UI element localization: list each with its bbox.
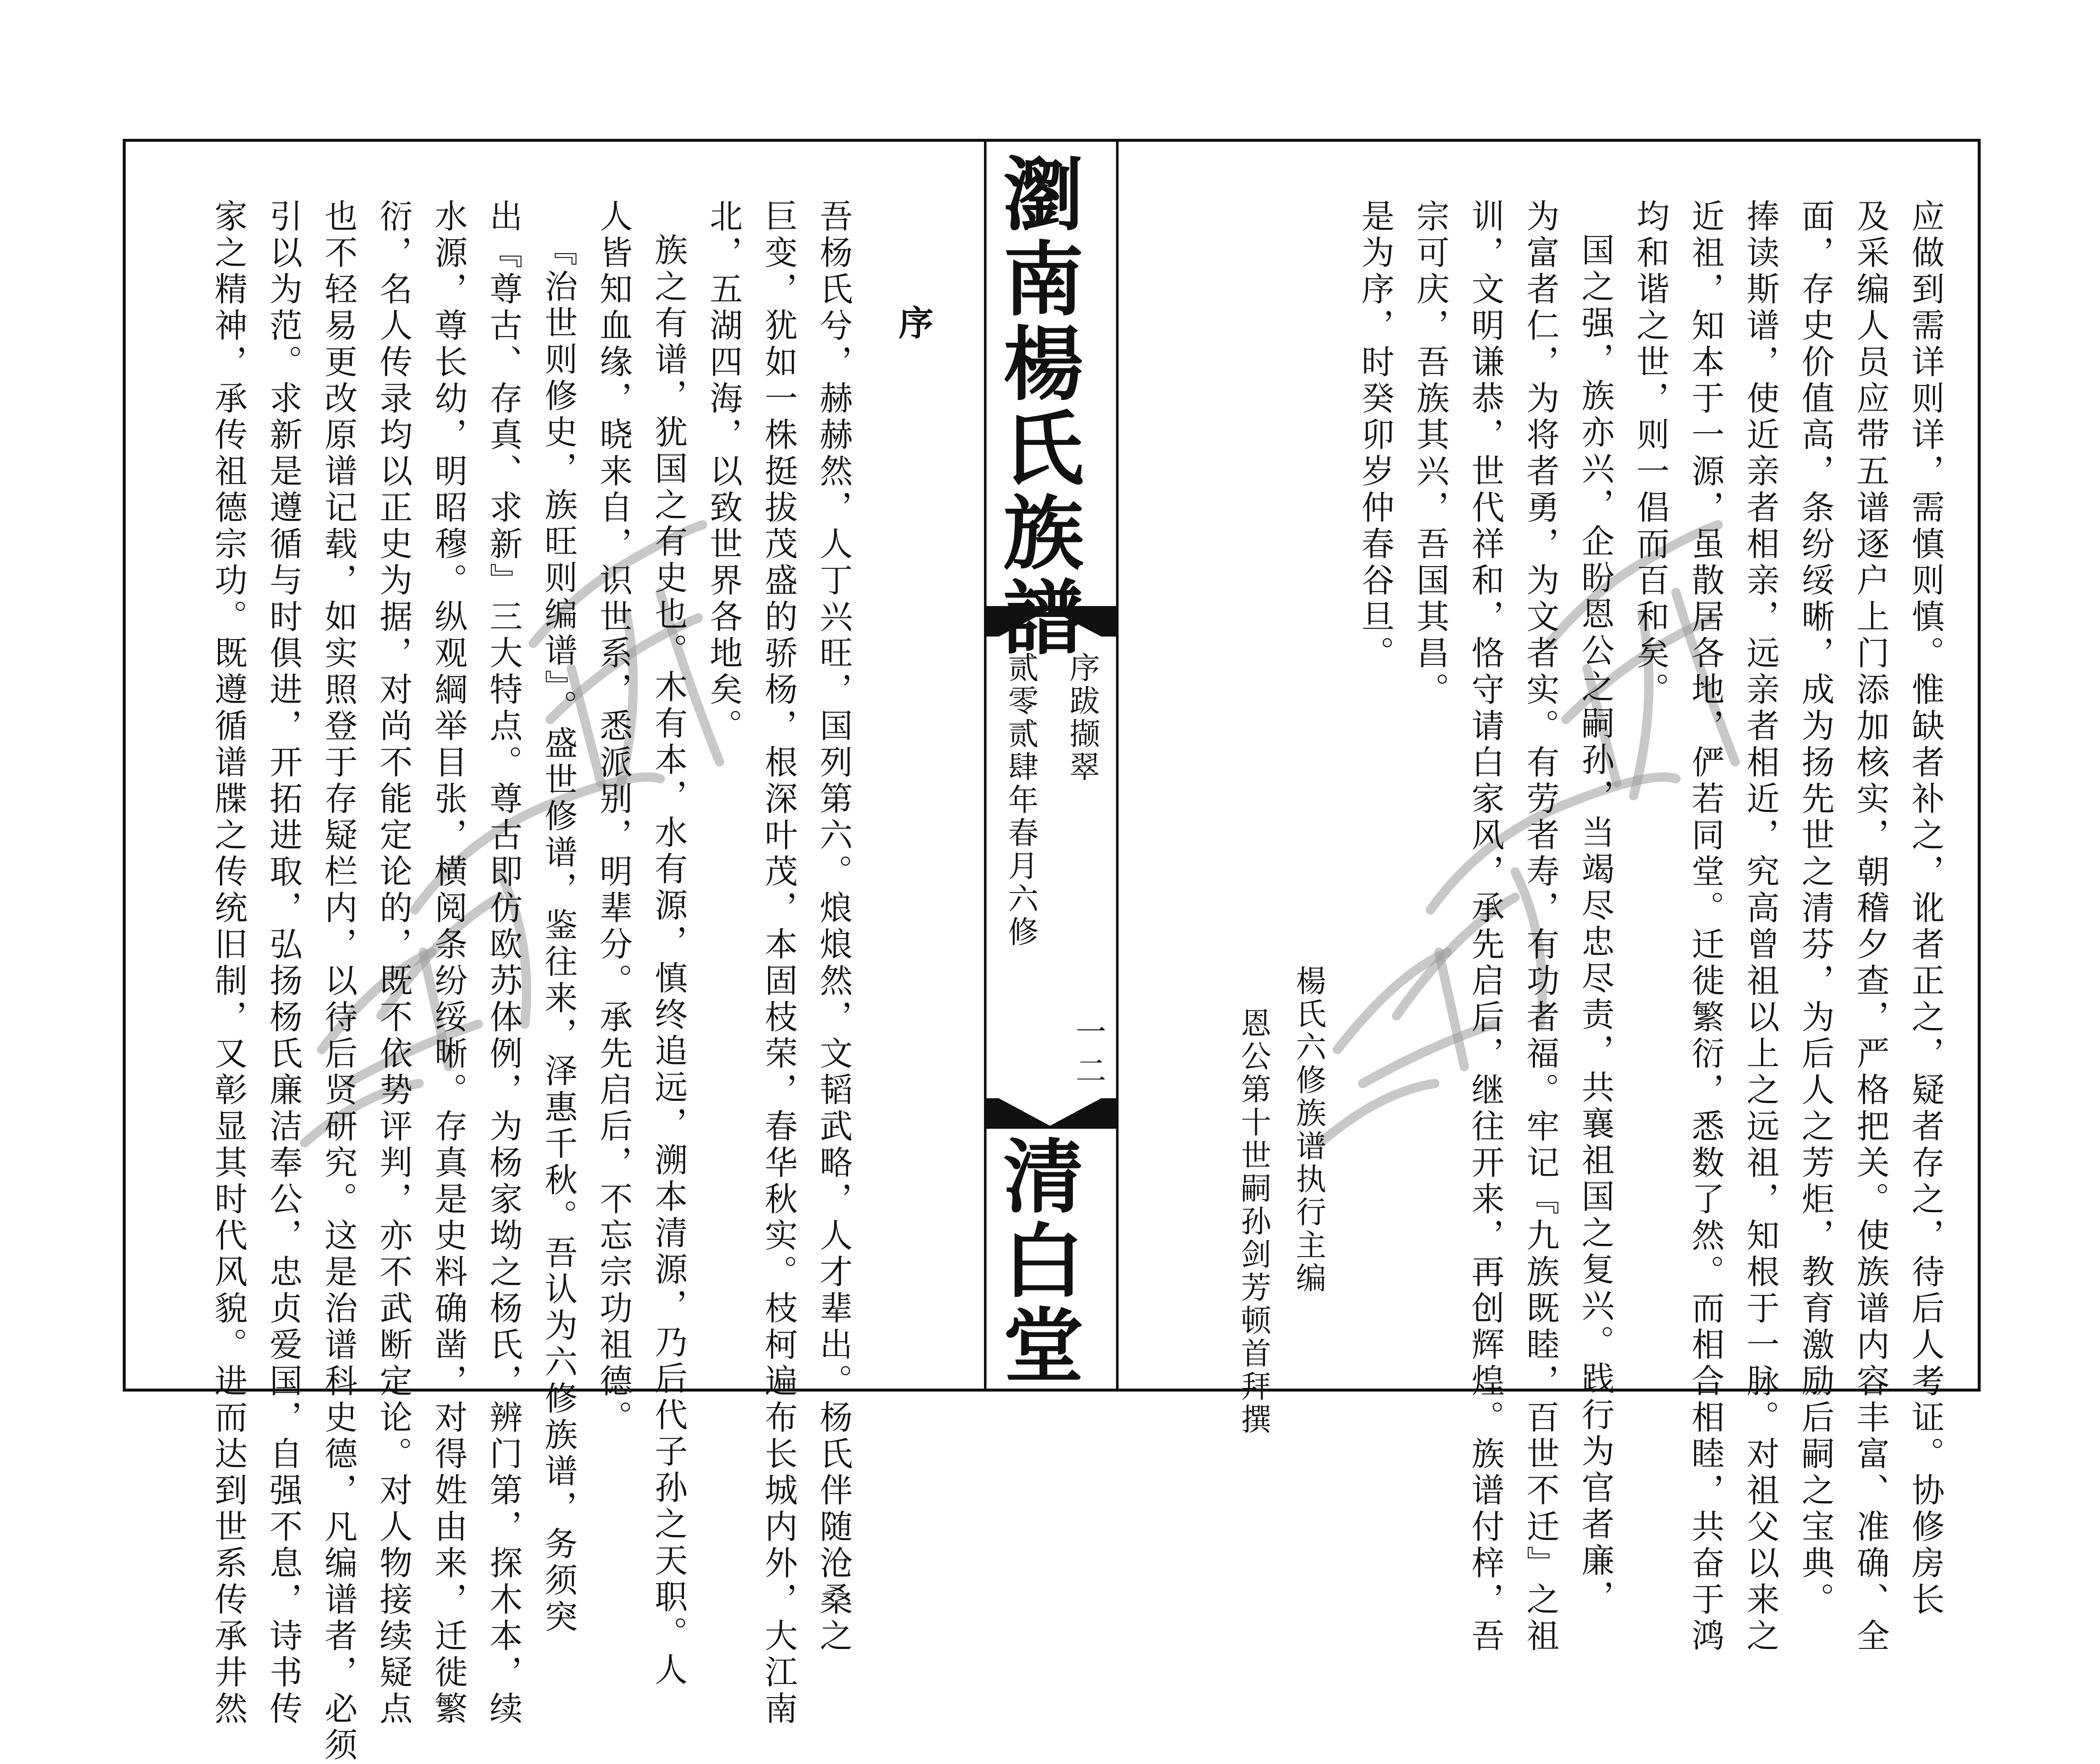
text-column: 面，存史价值高，条纷绥晰，成为扬先世之清芬，为后人之芳炬，教育激励后嗣之宝典。 [1796,199,1834,1618]
text-column: 为富者仁，为将者勇，为文者实。有劳者寿，有功者福。牢记『九族既睦，百世不迁』之祖 [1521,199,1559,1655]
text-column: 人皆知血缘，晓来自，识世系，悉派别，明辈分。承先启后，不忘宗功祖德。 [594,199,632,1436]
text-column: 也不轻易更改原谱记载，如实照登于存疑栏内，以待后贤研究。这是治谱科史德，凡编谱者，必须 [319,199,357,1764]
text-column: 训，文明谦恭，世代祥和，恪守请白家风，承先启后，继往开来，再创辉煌。族谱付梓，吾 [1466,199,1504,1655]
text-column: 国之强，族亦兴，企盼恩公之嗣孙，当竭尽忠尽责，共襄祖国之复兴。践行为官者廉， [1576,233,1614,1616]
text-column: 『治世则修史，族旺则编谱』。盛世修谱，鉴往来，泽惠千秋。吾认为六修族谱，务须突 [539,233,577,1636]
hall-name: 清白堂 [990,1134,1084,1388]
text-column: 衍，名人传录均以正史为据，对尚不能定论的，既不依势评判，亦不武断定论。对人物接续疑点 [374,199,412,1728]
text-column: 家之精神，承传祖德宗功。既遵循谱牒之传统旧制，又彰显其时代风貌。进而达到世系传承井然 [209,199,247,1728]
text-column: 及采编人员应带五谱逐户上门添加核实，朝稽夕查，严格把关。使族谱内容丰富、准确、全 [1851,199,1889,1655]
signature-author: 恩公第十世嗣孙剑芳顿首拜撰 [1236,1007,1271,1436]
page-number: 一二 [1071,1016,1106,1094]
text-column: 巨变，犹如一株挺拔茂盛的骄杨，根深叶茂，本固枝荣，春华秋实。枝柯遍布长城内外，大江南 [759,199,797,1728]
text-column: 宗可庆，吾族其兴，吾国其昌。 [1411,199,1449,708]
text-column: 是为序，时癸卯岁仲春谷旦。 [1356,199,1394,672]
text-column: 北，五湖四海，以致世界各地矣。 [704,199,742,745]
text-column: 吾杨氏兮，赫赫然，人丁兴旺，国列第六。烺烺然，文韬武略，人才辈出。杨氏伴随沧桑之 [814,199,852,1655]
lower-spine-band [985,1098,1116,1129]
text-column: 水源，尊长幼，明昭穆。纵观綱举目张，横阅条纷绥晰。存真是史料确凿，对得姓由来，迁徙繁 [429,199,467,1728]
text-column: 应做到需详则详，需慎则慎。惟缺者补之，讹者正之，疑者存之，待后人考证。协修房长 [1906,199,1944,1618]
text-column: 族之有谱，犹国之有史也。木有本，水有源，慎终追远，溯本清源，乃后代子孙之天职。人 [649,233,687,1689]
text-column: 捧读斯谱，使近亲者相亲，远亲者相近，究高曾祖以上之远祖，知根于一脉。对祖父以来之 [1741,199,1779,1655]
text-column: 引以为范。求新是遵循与时俱进，开拓进取，弘扬杨氏廉洁奉公，忠贞爱国，自强不息，诗书传 [264,199,302,1728]
book-title: 瀏南楊氏族譜 [990,152,1084,660]
section-label: 序跋撷翠 [1064,652,1100,784]
text-column: 出『尊古、存真、求新』三大特点。尊古即仿欧苏体例，为杨家坳之杨氏，辨门第，探木本，续 [484,199,522,1728]
text-column: 近祖，知本于一源，虽散居各地，俨若同堂。迁徙繁衍，悉数了然。而相合相睦，共奋于鸿 [1686,199,1724,1655]
edition-date: 贰零贰肆年春月六修 [1003,652,1039,949]
text-column: 均和谐之世，则一倡而百和矣。 [1631,199,1669,708]
preface-heading: 序 [893,305,934,339]
signature-editor: 楊氏六修族谱执行主编 [1291,965,1326,1295]
